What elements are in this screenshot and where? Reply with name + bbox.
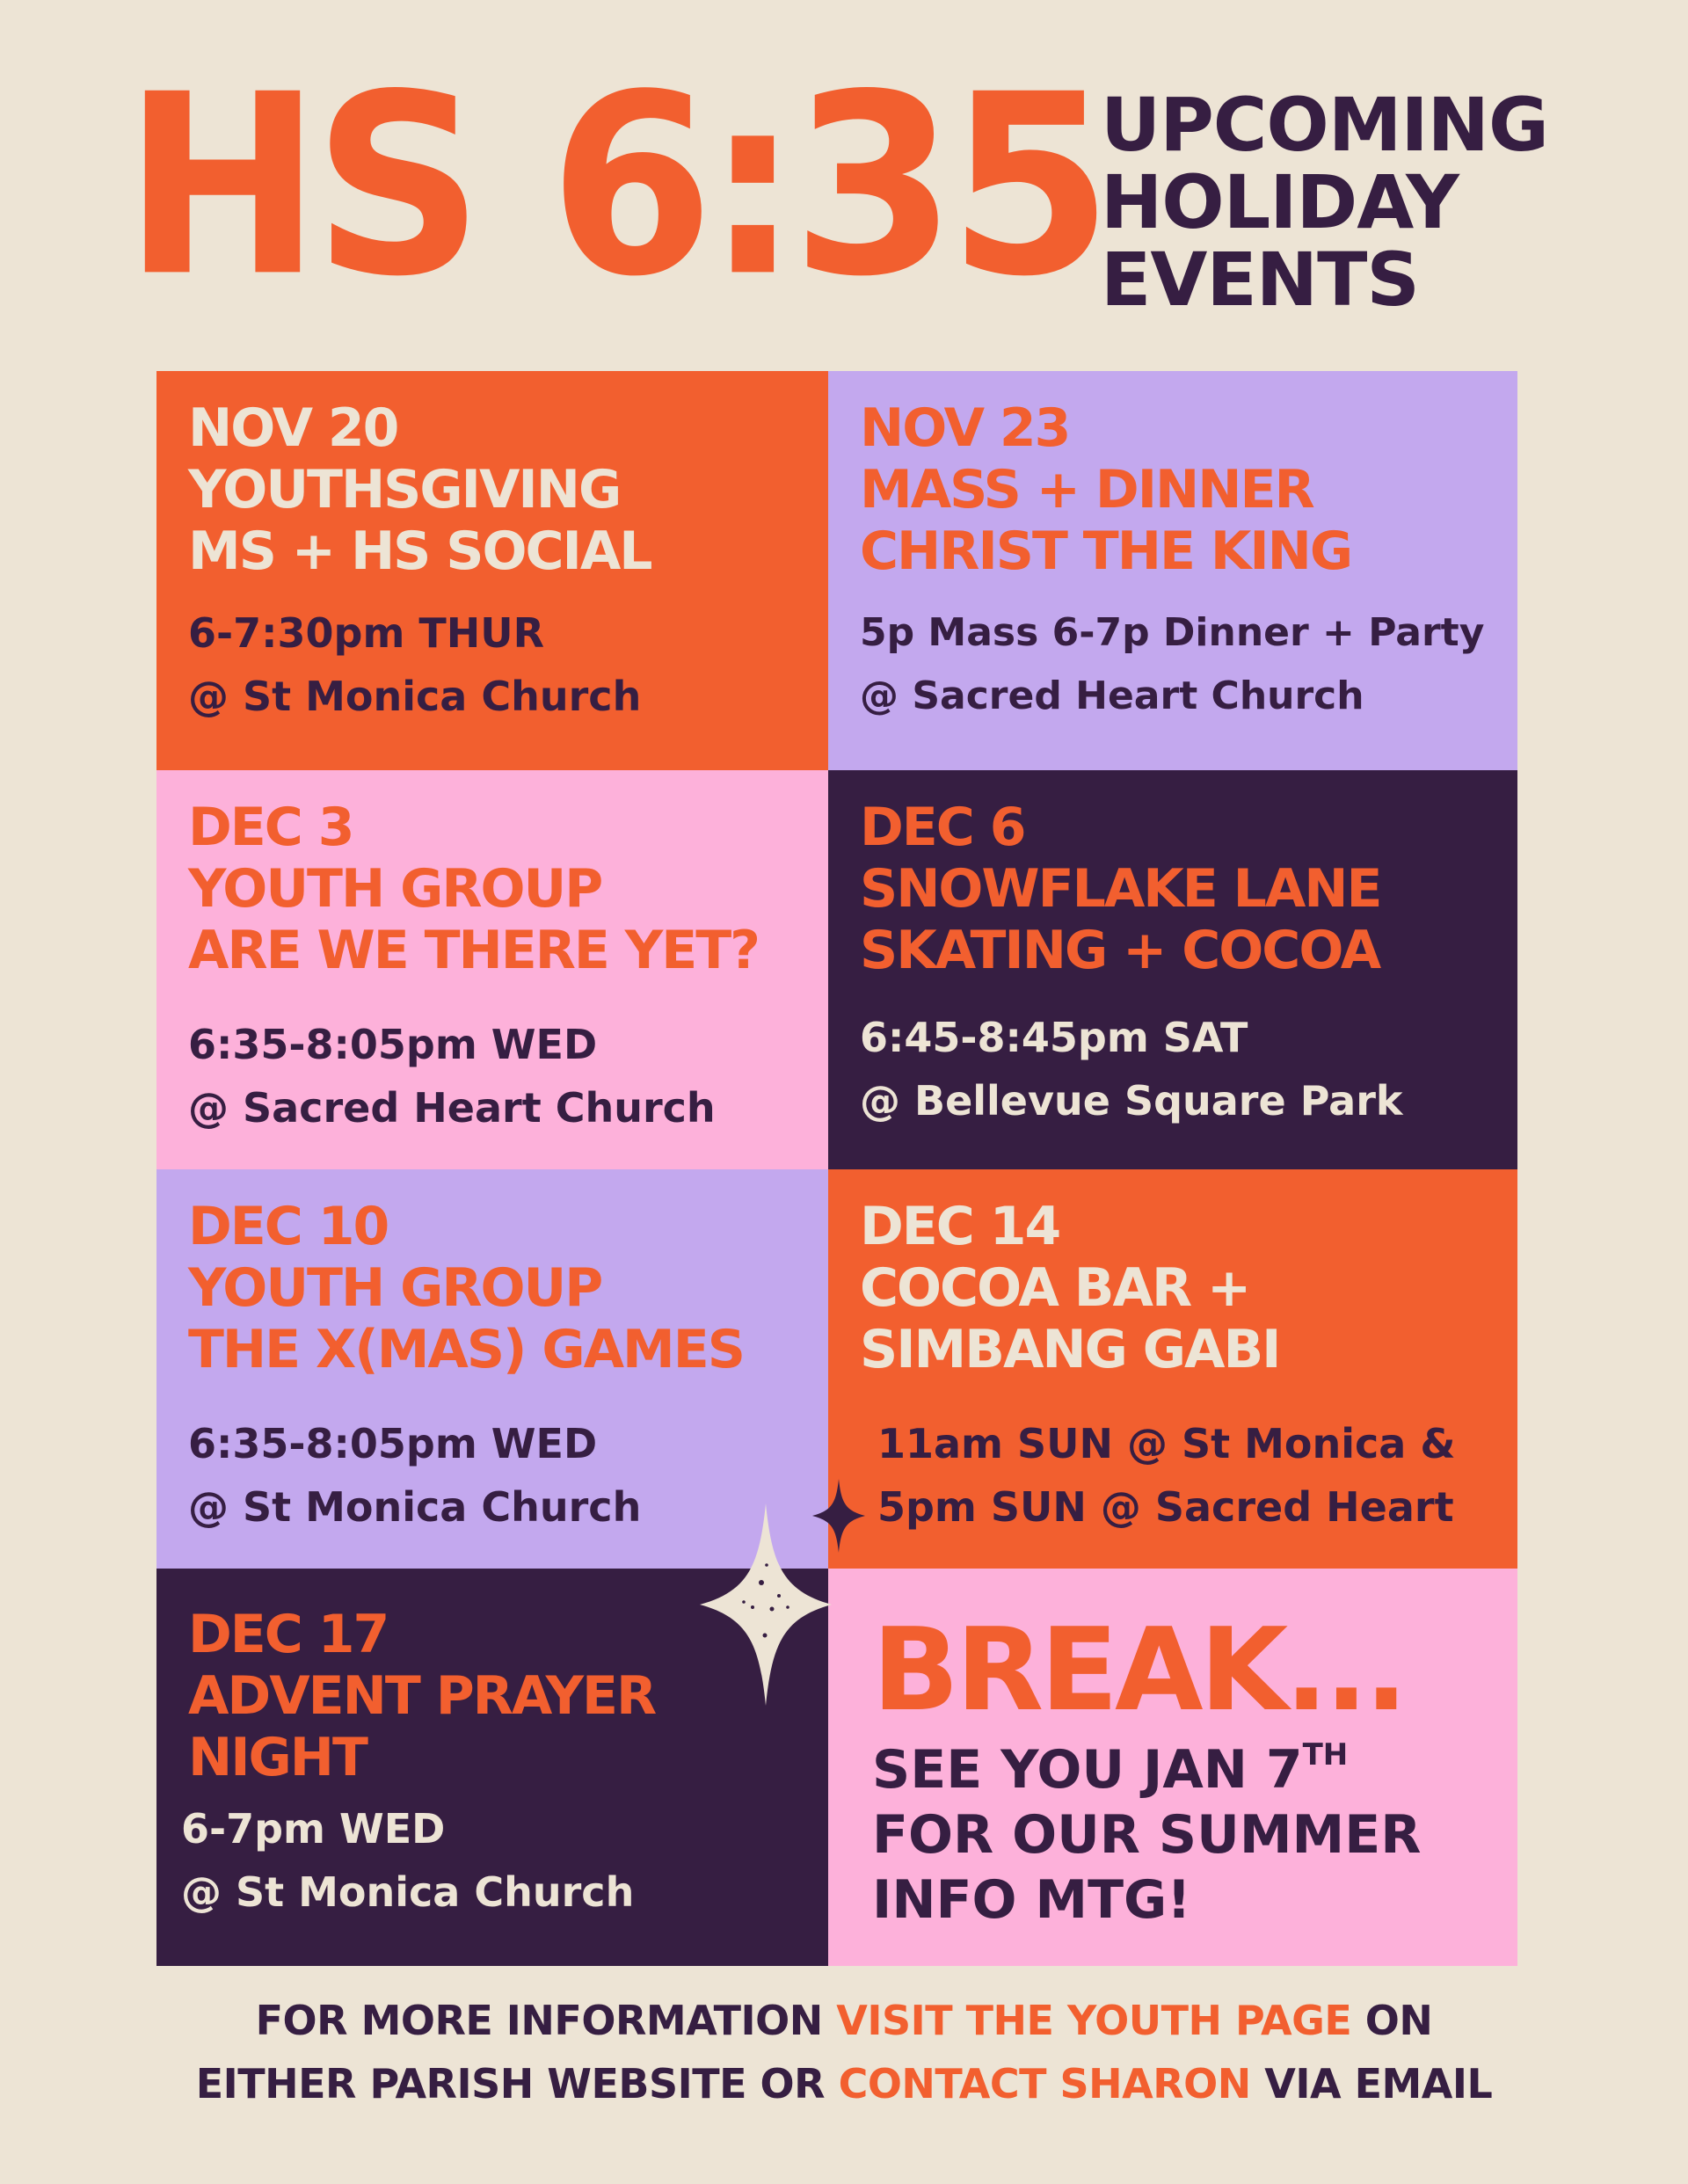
break-card xyxy=(828,1569,1517,1966)
event-location: @ Sacred Heart Church xyxy=(860,673,1364,718)
break-message xyxy=(872,1737,1488,1933)
event-time: 11am SUN @ St Monica & xyxy=(877,1420,1456,1467)
event-date: DEC 17 xyxy=(188,1604,389,1665)
break-title: BREAK... xyxy=(872,1603,1405,1736)
event-name-line: YOUTH GROUP xyxy=(188,858,602,920)
event-name-line: COCOA BAR + xyxy=(860,1257,1250,1319)
event-date: DEC 10 xyxy=(188,1196,389,1257)
event-location: @ St Monica Church xyxy=(181,1868,635,1916)
page-subtitle xyxy=(1101,82,1548,323)
event-time: 6:35-8:05pm WED xyxy=(188,1021,598,1068)
event-time: 6:35-8:05pm WED xyxy=(188,1420,598,1467)
footer-text: ON xyxy=(1351,1997,1433,2044)
event-card-dec6 xyxy=(828,770,1517,1169)
event-name-line: SIMBANG GABI xyxy=(860,1319,1280,1380)
event-details xyxy=(860,1006,1509,1132)
event-details xyxy=(860,601,1509,728)
event-card-nov23 xyxy=(828,371,1517,770)
footer-text: VIA EMAIL xyxy=(1250,2060,1493,2108)
event-location: @ St Monica Church xyxy=(188,1483,642,1531)
break-line: FOR OUR SUMMER xyxy=(872,1804,1422,1866)
subtitle-line: EVENTS xyxy=(1101,237,1419,323)
event-name-line: ADVENT PRAYER xyxy=(188,1665,656,1727)
event-title xyxy=(860,797,1509,981)
page-header xyxy=(0,0,1688,352)
event-name-line: ARE WE THERE YET? xyxy=(188,920,759,981)
break-line: INFO MTG! xyxy=(872,1869,1191,1931)
ordinal-suffix: TH xyxy=(1302,1737,1349,1773)
event-details xyxy=(188,1013,819,1139)
event-time: 6-7pm WED xyxy=(181,1805,446,1853)
event-title xyxy=(860,1196,1509,1380)
event-time: 6:45-8:45pm SAT xyxy=(860,1014,1248,1061)
subtitle-line: HOLIDAY xyxy=(1101,159,1459,245)
event-location: @ Bellevue Square Park xyxy=(860,1077,1403,1125)
event-date: NOV 20 xyxy=(188,397,398,459)
event-date: DEC 14 xyxy=(860,1196,1060,1257)
event-time: 6-7:30pm THUR xyxy=(188,609,545,657)
event-date: DEC 6 xyxy=(860,797,1025,858)
event-name-line: YOUTH GROUP xyxy=(188,1257,602,1319)
page-title: HS 6:35 xyxy=(123,40,1104,331)
event-date: NOV 23 xyxy=(860,397,1070,459)
event-name-line: THE X(MAS) GAMES xyxy=(188,1319,744,1380)
event-name-line: MS + HS SOCIAL xyxy=(188,521,651,582)
event-title xyxy=(188,397,819,582)
footer-text: FOR MORE INFORMATION xyxy=(255,1997,837,2044)
event-title xyxy=(188,797,819,981)
event-name-line: NIGHT xyxy=(188,1727,367,1788)
event-date: DEC 3 xyxy=(188,797,353,858)
footer-text: EITHER PARISH WEBSITE OR xyxy=(195,2060,839,2108)
event-title xyxy=(188,1196,819,1380)
small-sparkle-icon xyxy=(812,1479,865,1553)
event-card-nov20 xyxy=(156,371,828,770)
footer-info xyxy=(0,1989,1688,2115)
event-title xyxy=(860,397,1509,582)
event-name-line: SNOWFLAKE LANE xyxy=(860,858,1381,920)
subtitle-line: UPCOMING xyxy=(1101,82,1548,168)
events-grid xyxy=(156,371,1517,1966)
event-card-dec14 xyxy=(828,1169,1517,1569)
break-line: SEE YOU JAN 7 xyxy=(872,1739,1303,1801)
event-location: @ St Monica Church xyxy=(188,673,642,720)
event-location: @ Sacred Heart Church xyxy=(188,1084,716,1132)
youth-page-link[interactable]: VISIT THE YOUTH PAGE xyxy=(836,1997,1352,2044)
event-name-line: CHRIST THE KING xyxy=(860,521,1352,582)
contact-sharon-link[interactable]: CONTACT SHARON xyxy=(838,2060,1251,2108)
event-time: 5p Mass 6-7p Dinner + Party xyxy=(860,610,1485,655)
event-details xyxy=(188,601,819,728)
event-details xyxy=(877,1412,1509,1539)
event-name-line: SKATING + COCOA xyxy=(860,920,1380,981)
event-name-line: MASS + DINNER xyxy=(860,459,1313,521)
event-card-dec3 xyxy=(156,770,828,1169)
event-name-line: YOUTHSGIVING xyxy=(188,459,621,521)
event-location: 5pm SUN @ Sacred Heart xyxy=(877,1483,1454,1531)
event-details xyxy=(181,1797,819,1924)
